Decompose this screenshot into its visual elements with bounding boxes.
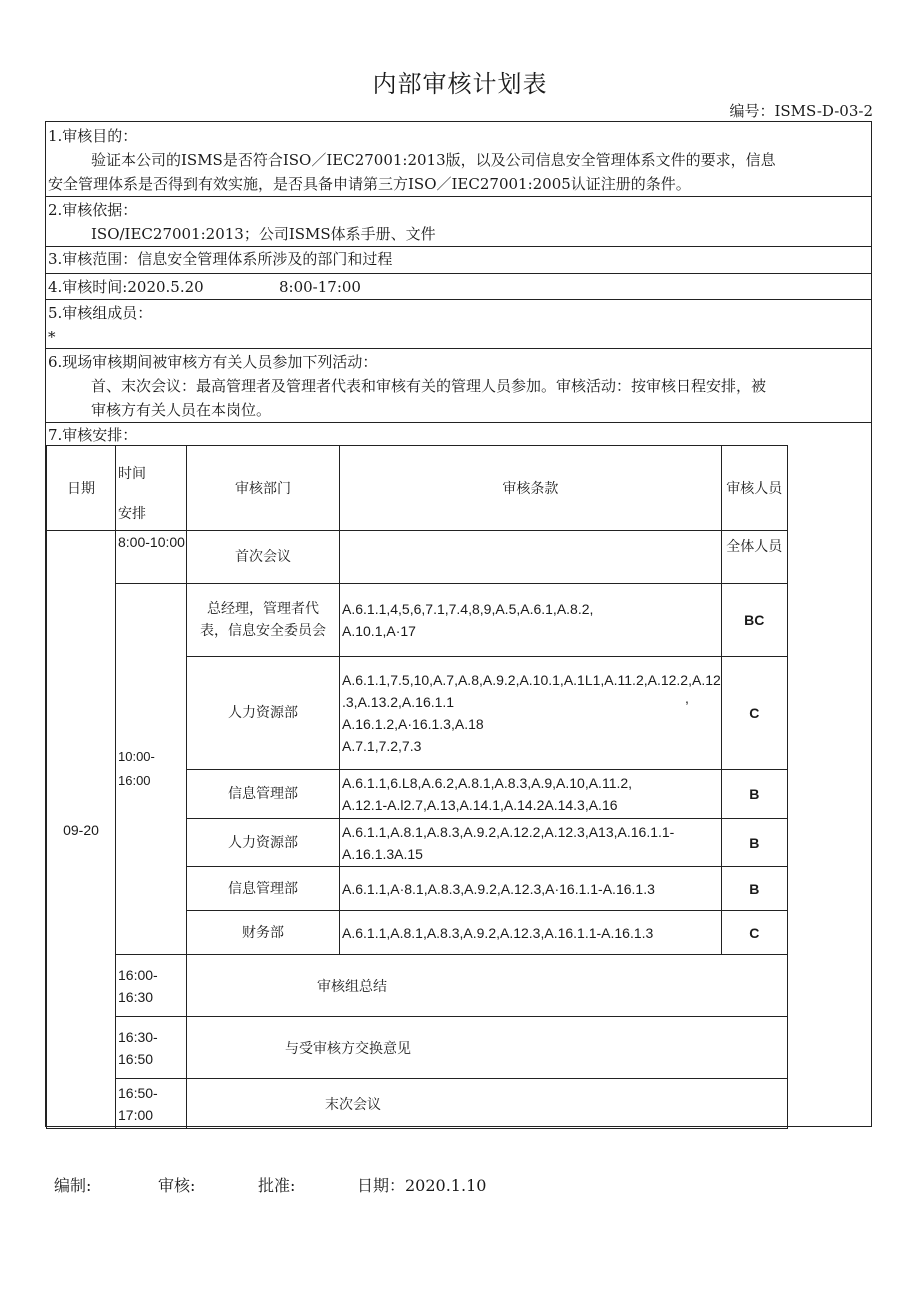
section-1-line-2: 安全管理体系是否得到有效实施，是否具备申请第三方ISO／IEC27001:2005认证注册的条件。 — [48, 175, 691, 193]
time-line-2: 16:00 — [118, 773, 151, 788]
row-auditor: B — [721, 819, 787, 867]
time-line-1: 10:00- — [118, 749, 155, 764]
divider — [46, 348, 871, 349]
page-title: 内部审核计划表 — [372, 70, 548, 98]
row-auditor: C — [721, 657, 787, 770]
document-date: 日期：2020.1.10 — [357, 1176, 487, 1195]
time-line-1: 16:30- — [118, 1028, 158, 1045]
divider — [46, 299, 871, 300]
row-clause: A.6.1.1,A.8.1,A.8.3,A.9.2,A.12.3,A.16.1.1-A.16.1.3 — [340, 911, 722, 955]
row-auditor: 全体人员 — [721, 531, 787, 584]
row-clause — [340, 819, 722, 867]
table-row — [47, 1017, 788, 1079]
section-6-line-1: 首、末次会议：最高管理者及管理者代表和审核有关的管理人员参加。审核活动：按审核日程安排，被 — [91, 377, 767, 395]
divider — [46, 196, 871, 197]
header-time-line-1: 时间 — [118, 466, 146, 482]
row-auditor: B — [721, 867, 787, 911]
row-clause — [340, 770, 722, 819]
reviewed-by: 审核: — [158, 1176, 196, 1195]
clause-line: A.16.1.3A.15 — [342, 845, 423, 862]
row-clause: A.6.1.1,A·8.1,A.8.3,A.9.2,A.12.3,A·16.1.1-A.16.1.3 — [340, 867, 722, 911]
table-row — [47, 1079, 788, 1129]
row-time-block — [116, 584, 187, 955]
audit-date: 09-20 — [47, 531, 116, 1129]
row-department: 财务部 — [187, 911, 340, 955]
row-activity: 与受审核方交换意见 — [187, 1017, 788, 1079]
table-header-row — [47, 446, 788, 531]
header-auditor: 审核人员 — [721, 446, 787, 531]
section-4-label: 4.审核时间:2020.5.20 — [48, 278, 204, 296]
table-row — [47, 955, 788, 1017]
section-1-line-1: 验证本公司的ISMS是否符合ISO／IEC27001:2013版，以及公司信息安全管理体系文件的要求，信息 — [91, 151, 776, 169]
audit-plan-form — [45, 121, 872, 1127]
clause-line: A.6.1.1,7.5,10,A.7,A.8,A.9.2,A.10.1,A.1L1,A.11.2,A.12.2,A.12 — [342, 672, 721, 688]
document-number: 编号：ISMS-D-03-2 — [729, 102, 873, 120]
row-time — [116, 955, 187, 1017]
clause-line: A.12.1-A.l2.7,A.13,A.14.1,A.14.2A.14.3,A.16 — [342, 797, 618, 813]
time-line-1: 16:00- — [118, 966, 158, 983]
header-time — [116, 446, 187, 531]
section-3-label: 3.审核范围：信息安全管理体系所涉及的部门和过程 — [48, 250, 393, 268]
stray-comma: , — [685, 690, 689, 706]
header-clause: 审核条款 — [340, 446, 722, 531]
row-department: 人力资源部 — [187, 819, 340, 867]
section-6-label: 6.现场审核期间被审核方有关人员参加下列活动： — [48, 353, 378, 371]
row-auditor: C — [721, 911, 787, 955]
approved-by: 批准: — [258, 1176, 296, 1195]
row-clause — [340, 657, 722, 770]
prepared-by: 编制: — [54, 1176, 92, 1195]
section-7-label: 7.审核安排： — [48, 426, 138, 444]
row-auditor: BC — [721, 584, 787, 657]
row-department: 首次会议 — [187, 531, 340, 584]
row-department: 信息管理部 — [187, 867, 340, 911]
clause-line: A.6.1.1,4,5,6,7.1,7.4,8,9,A.5,A.6.1,A.8.2, — [342, 601, 594, 617]
section-1-label: 1.审核目的： — [48, 127, 138, 145]
row-department — [187, 584, 340, 657]
table-row — [47, 584, 788, 657]
row-time: 8:00-10:00 — [116, 531, 187, 584]
row-time — [116, 1017, 187, 1079]
clause-line: A.16.1.2,A·16.1.3,A.18 — [342, 716, 484, 732]
header-time-line-2: 安排 — [118, 506, 146, 522]
department-line-2: 表，信息安全委员会 — [200, 623, 326, 639]
header-department: 审核部门 — [187, 446, 340, 531]
clause-line: A.6.1.1,6.L8,A.6.2,A.8.1,A.8.3,A.9,A.10,A.11.2, — [342, 775, 633, 791]
section-2-label: 2.审核依据： — [48, 201, 138, 219]
clause-line: A.7.1,7.2,7.3 — [342, 738, 422, 754]
section-2-content: ISO/IEC27001:2013；公司ISMS体系手册、文件 — [91, 225, 436, 243]
audit-time: 8:00-17:00 — [279, 278, 361, 296]
row-clause — [340, 531, 722, 584]
audit-schedule-table — [46, 445, 788, 1129]
section-5-label: 5.审核组成员： — [48, 304, 153, 322]
row-department: 信息管理部 — [187, 770, 340, 819]
divider — [46, 273, 871, 274]
section-6-line-2: 审核方有关人员在本岗位。 — [91, 401, 272, 419]
row-time — [116, 1079, 187, 1129]
row-activity: 审核组总结 — [187, 955, 788, 1017]
department-line-1: 总经理，管理者代 — [207, 601, 319, 617]
audit-team-members: * — [48, 328, 56, 346]
time-line-2: 17:00 — [118, 1106, 154, 1123]
row-department: 人力资源部 — [187, 657, 340, 770]
clause-line: .3,A.13.2,A.16.1.1 — [342, 694, 455, 710]
time-line-1: 16:50- — [118, 1084, 158, 1101]
row-activity: 末次会议 — [187, 1079, 788, 1129]
row-auditor: B — [721, 770, 787, 819]
divider — [46, 422, 871, 423]
clause-line: A.10.1,A·17 — [342, 623, 416, 639]
time-line-2: 16:30 — [118, 988, 154, 1005]
time-line-2: 16:50 — [118, 1050, 154, 1067]
table-row — [47, 531, 788, 584]
row-clause — [340, 584, 722, 657]
clause-line: A.6.1.1,A.8.1,A.8.3,A.9.2,A.12.2,A.12.3,A13,A.16.1.1- — [342, 823, 675, 840]
header-date: 日期 — [47, 446, 116, 531]
